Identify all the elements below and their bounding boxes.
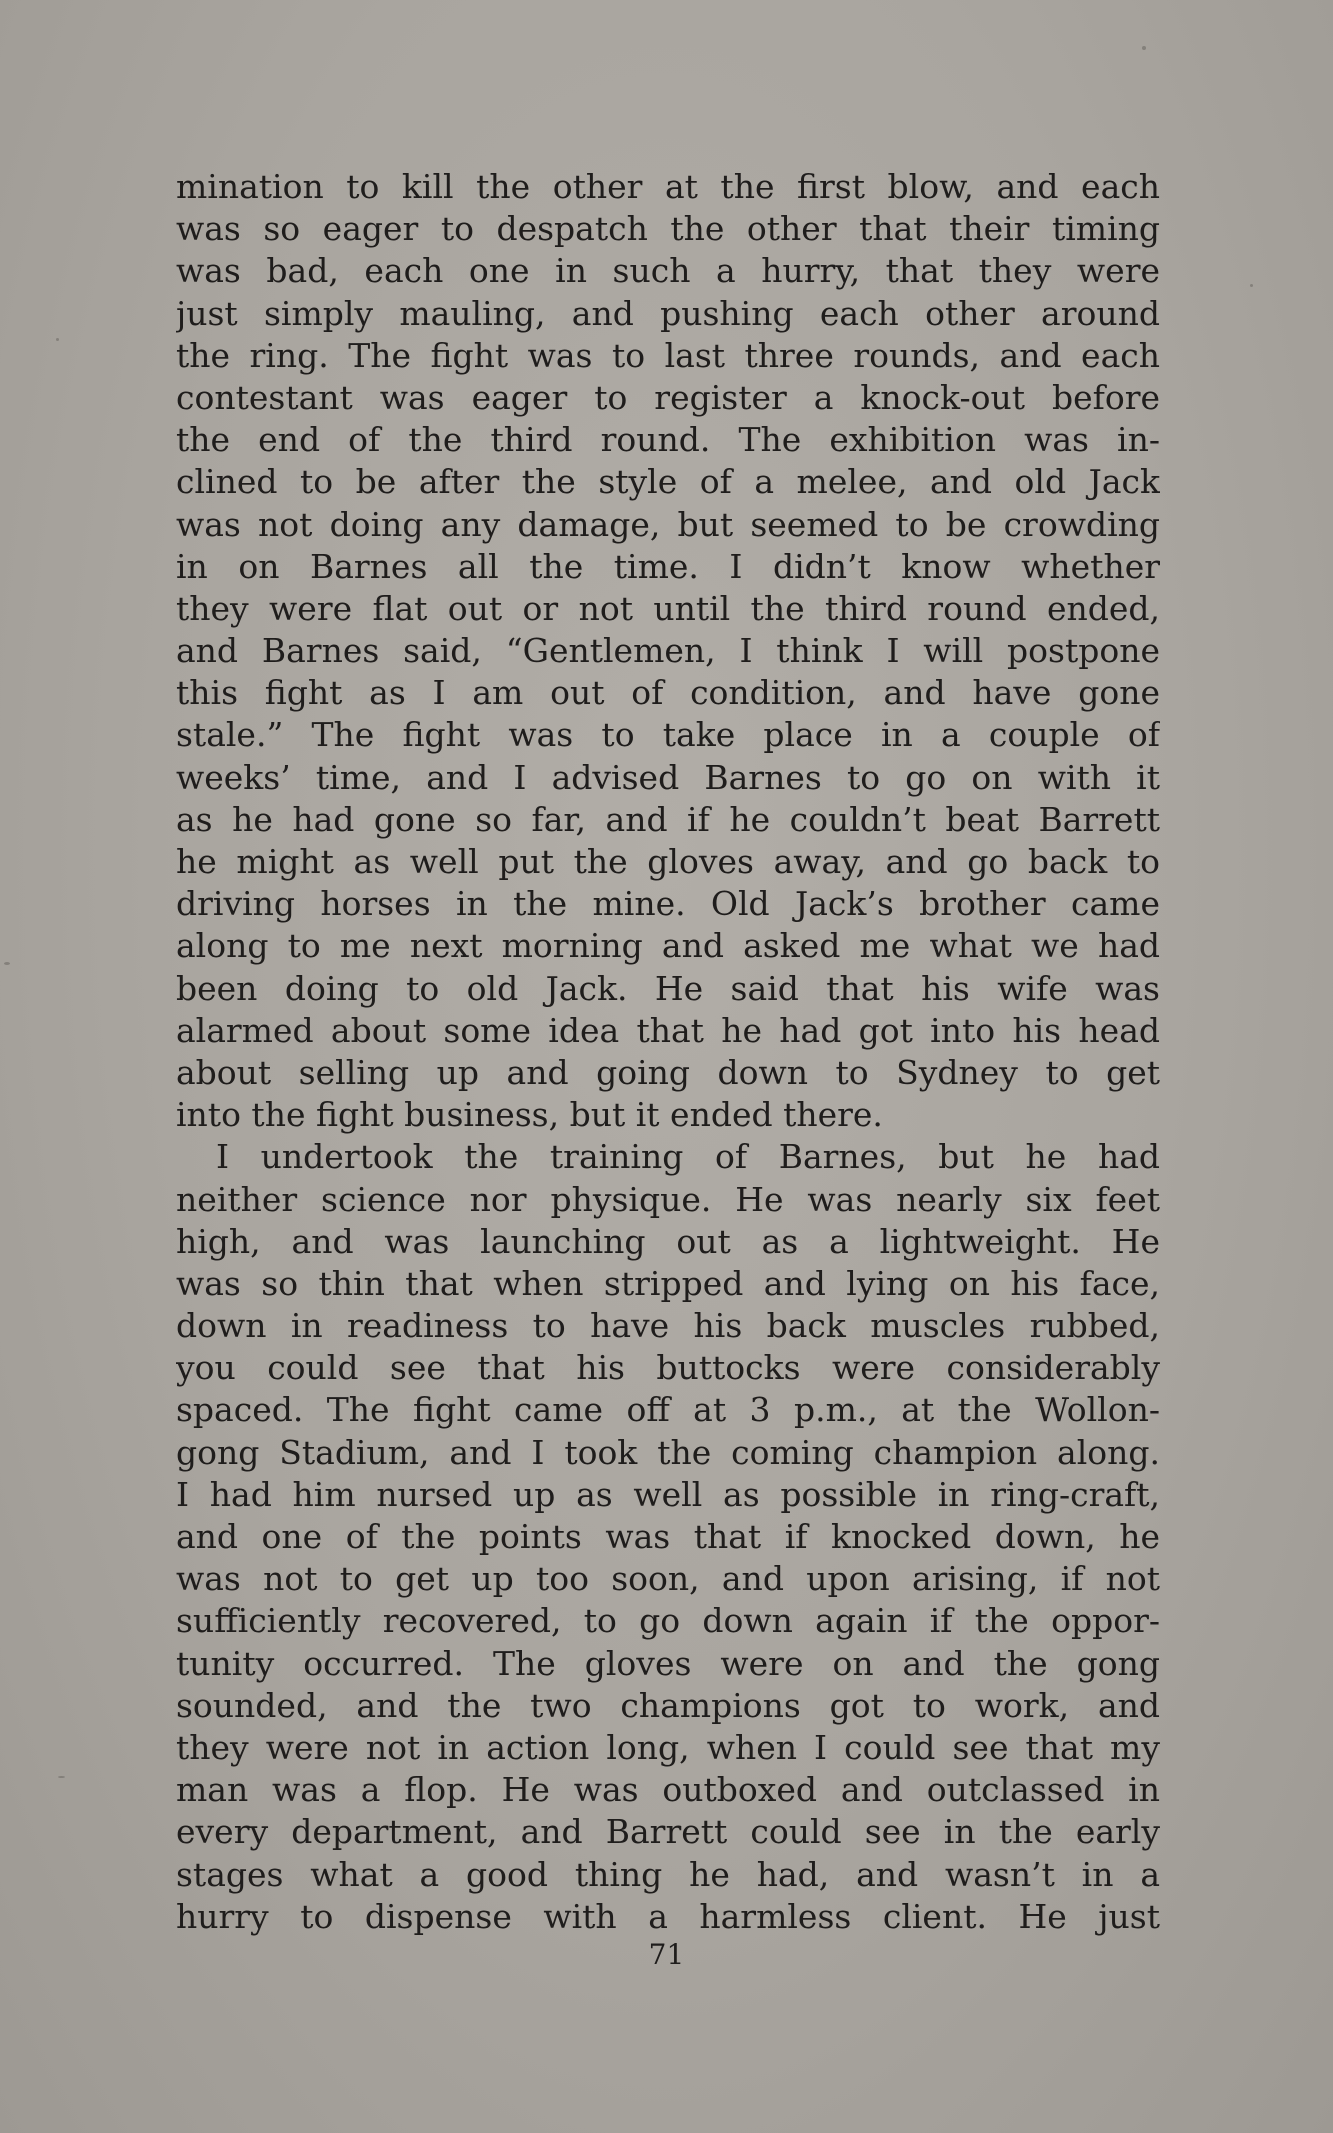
text-line: man was a flop. He was outboxed and outclassed in [176, 1770, 1160, 1810]
paper-speck [1250, 284, 1253, 287]
paper-speck [56, 338, 59, 341]
paragraph-start-line: I undertook the training of Barnes, but he had [216, 1137, 1160, 1177]
text-line: was bad, each one in such a hurry, that they were [176, 251, 1160, 291]
text-line: stale.” The fight was to take place in a couple of [176, 715, 1160, 755]
text-line: sufficiently recovered, to go down again if the oppor- [176, 1601, 1160, 1641]
text-line: weeks’ time, and I advised Barnes to go on with it [176, 757, 1160, 797]
text-line: in on Barnes all the time. I didn’t know whether [176, 546, 1160, 586]
text-line: I had him nursed up as well as possible in ring-craft, [176, 1474, 1160, 1514]
text-line: spaced. The fight came off at 3 p.m., at the Wollon- [176, 1390, 1160, 1430]
text-line: high, and was launching out as a lightweight. He [176, 1221, 1160, 1261]
text-line: stages what a good thing he had, and wasn’t in a [176, 1854, 1160, 1894]
body-text [176, 166, 1160, 1938]
text-line: just simply mauling, and pushing each other around [176, 293, 1160, 333]
text-line: they were flat out or not until the third round ended, [176, 588, 1160, 628]
text-line: was not doing any damage, but seemed to be crowding [176, 504, 1160, 544]
text-line: been doing to old Jack. He said that his wife was [176, 968, 1160, 1008]
text-line: he might as well put the gloves away, and go back to [176, 842, 1160, 881]
text-line: sounded, and the two champions got to work, and [176, 1685, 1160, 1725]
text-line: was not to get up too soon, and upon arising, if not [176, 1559, 1160, 1599]
text-line: as he had gone so far, and if he couldn’t beat Barrett [176, 799, 1160, 839]
text-line: the ring. The fight was to last three rounds, and each [176, 335, 1160, 375]
text-line: about selling up and going down to Sydney to get [176, 1052, 1160, 1092]
text-line: the end of the third round. The exhibition was in- [176, 420, 1160, 460]
text-line: and Barnes said, “Gentlemen, I think I will postpone [176, 631, 1160, 671]
text-line: this fight as I am out of condition, and have gone [176, 673, 1160, 713]
paper-speck [58, 1776, 65, 1778]
page-number: 71 [648, 1938, 685, 1971]
text-line: into the fight business, but it ended there. [176, 1095, 883, 1135]
text-line: alarmed about some idea that he had got into his head [176, 1010, 1160, 1050]
text-line: every department, and Barrett could see in the early [176, 1812, 1160, 1852]
text-line: and one of the points was that if knocked down, he [176, 1517, 1160, 1556]
text-line: neither science nor physique. He was nearly six feet [176, 1179, 1160, 1219]
text-line: was so thin that when stripped and lying on his face, [176, 1263, 1160, 1303]
text-line: along to me next morning and asked me what we had [176, 926, 1160, 966]
paper-speck [1142, 46, 1146, 50]
text-line: was so eager to despatch the other that their timing [176, 209, 1160, 249]
text-line: down in readiness to have his back muscles rubbed, [176, 1306, 1160, 1346]
text-line: tunity occurred. The gloves were on and the gong [176, 1643, 1160, 1683]
text-line: they were not in action long, when I could see that my [176, 1727, 1160, 1767]
text-line: you could see that his buttocks were considerably [176, 1348, 1160, 1388]
text-line: driving horses in the mine. Old Jack’s brother came [176, 884, 1160, 924]
text-line: contestant was eager to register a knock-out before [176, 377, 1160, 417]
paper-speck [4, 962, 10, 965]
text-line: clined to be after the style of a melee, and old Jack [176, 462, 1160, 502]
text-line: mination to kill the other at the first blow, and each [176, 167, 1160, 206]
text-line: hurry to dispense with a harmless client. He just [176, 1896, 1160, 1936]
text-line: gong Stadium, and I took the coming champion along. [176, 1432, 1160, 1472]
